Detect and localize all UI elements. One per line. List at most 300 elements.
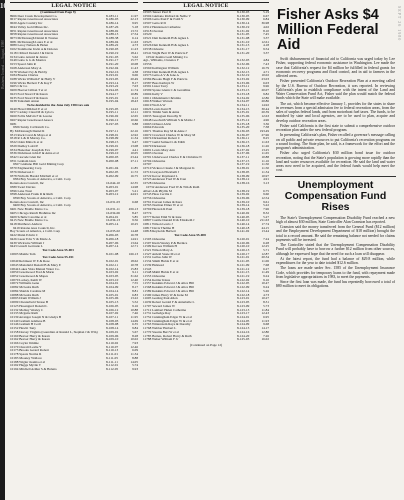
listing-ref: 16-034-06 — [106, 211, 120, 215]
listing-ref: 8-133-06 — [237, 81, 250, 85]
listing-name: 9168 Anderson Mary A — [10, 66, 42, 70]
listing-ref: 8-121-09 — [237, 263, 250, 267]
listing-name: 11589 Kokkins Edward J & Alice Hill — [143, 289, 195, 293]
listing-ref: 8-122-02 — [237, 278, 250, 282]
listing-name: 10052 Greenwood & Mapes — [10, 275, 48, 279]
legal-notice-listing — [143, 11, 269, 342]
listing-amount: 22.35 — [130, 182, 138, 186]
listing-amount: 10.02 — [261, 74, 269, 78]
listing-ref: 8-140-02 — [237, 211, 250, 215]
listing-amount: 4.38 — [132, 70, 138, 74]
listing-amount: 9.88 — [132, 122, 138, 126]
listing-ref: 8-135-06 — [237, 115, 250, 119]
listing-ref: 8-102-01 — [106, 260, 119, 264]
listing-amount: 8.28 — [132, 334, 138, 338]
listing-ref: 8-207-06 — [106, 241, 119, 245]
listing-name: 10123 Hosengurd Donald L — [10, 304, 48, 308]
listing-ref: 8-133-15 — [237, 89, 250, 93]
listing-amount: 18.62 — [130, 260, 138, 264]
listing-amount: 16.75 — [130, 174, 138, 178]
listing-amount: 6.12 — [132, 96, 138, 100]
listing-ref: 8-105-13 — [106, 301, 119, 305]
listing-name: 10520 — [143, 33, 152, 37]
listing-name: 10088 McGuire Ruth — [10, 293, 39, 297]
story-paragraph: Fisher also urged California's $30 million bond issue for outdoor recreation, noting that the State's population is growing more rapidly than the land and water resources available for recreation. He said the land and water areas now need to be acquired, and the federal funds would help meet the cost. — [276, 151, 395, 173]
listing-ref: 8-198-01 — [106, 133, 119, 137]
listing-ref: 8-120-13 — [237, 249, 250, 252]
listing-amount: 4.73 — [132, 44, 138, 48]
listing-ref: 8-108-03 — [106, 319, 119, 323]
listing-ref: 8-193-14 — [106, 81, 119, 85]
listing-amount: 13.64 — [130, 241, 138, 245]
listing-amount: 4.73 — [263, 293, 269, 297]
listing-amount: 4.91 — [263, 178, 269, 182]
listing-name: 10518 Overton — [143, 29, 164, 33]
listing-ref: 8-120-01 — [237, 237, 250, 241]
listing-amount: 456.13 — [128, 208, 138, 212]
listing-name: 9329 Dudley Laird P — [10, 144, 39, 148]
listing-name: 10146 Graham H Cecil — [10, 323, 42, 327]
listing-amount: 9.24 — [263, 275, 269, 279]
listing-ref: 8-122-14 — [237, 289, 250, 293]
listing-name: 10704 Osbourne — [143, 159, 166, 163]
listing-ref: 8-137-02 — [237, 148, 250, 152]
listing-amount: 10.89 — [130, 92, 138, 96]
listing-name: 9426 Lueer Edw V & Marie A — [10, 237, 51, 241]
listing-ref: 8-206-03 — [106, 234, 119, 238]
listing-amount: 12.65 — [130, 115, 138, 119]
listing-name: 10710 Vickrea Claude J & Margaret K — [143, 167, 195, 171]
listing-ref: 8-104-01 — [106, 282, 119, 286]
listing-ref: 8-110-07 — [106, 345, 119, 349]
listing-amount: 6.67 — [263, 14, 269, 18]
listing-ref: 8-124-09 — [237, 323, 250, 327]
listing-amount: 20.49 — [130, 77, 138, 81]
listing-name: 9443 Grusch Gertrude L — [10, 245, 43, 249]
listing-amount: 4.84 — [263, 59, 269, 63]
listing-ref: 8-121-01 — [237, 256, 250, 260]
listing-ref: 8-120-17 — [237, 252, 250, 256]
page-number: 10 — [0, 2, 7, 10]
listing-ref: 8-130-03 — [237, 11, 250, 14]
listing-amount: 13.72 — [130, 29, 138, 33]
listing-amount: 3.37 — [263, 51, 269, 55]
listing-ref: 8-135-18 — [237, 122, 250, 126]
listing-name: 9389 Swart Davies — [10, 185, 36, 189]
listing-amount: 5.67 — [132, 330, 138, 334]
listing-ref: 8-204-01 — [106, 215, 119, 219]
listing-name: 10044 Lakes Vista Mutual Water Co. — [10, 267, 60, 271]
listing-name: 10070 Lackey, Keith W — [10, 278, 42, 282]
listing-name: 10072 Williams Gene — [10, 282, 40, 286]
listing-ref: 8-122-09 — [237, 286, 250, 290]
listing-amount: 30.44 — [261, 107, 269, 111]
listing-ref: 8-139-14 — [237, 204, 250, 208]
listing-amount: 10.97 — [261, 174, 269, 178]
listing-name: 10084 Shields Caroline M — [10, 289, 46, 293]
listing-name: 10194 Mitchell Arthur S & Helena — [10, 368, 57, 371]
listing-name: 11770 Stearns Bert W et al — [143, 330, 179, 334]
listing-name: 10817 Davis Thelma H — [143, 226, 175, 230]
listing-name: 9240 Hovel Mildred E et al — [10, 107, 47, 111]
listing-name: 11534 Smith Hulda E et al — [143, 260, 179, 264]
listing-name: 11531 Gallos John W — [143, 256, 172, 260]
listing-amount: 10.02 — [130, 338, 138, 342]
listing-name: 10556 — [143, 63, 152, 67]
listing-name: 10691 Lewis Mary Ann — [143, 148, 175, 152]
listing-name: 10183 Mooney Wallace — [10, 356, 42, 360]
listing-ref: 8-111-05 — [106, 356, 119, 360]
listing-ref: 8-138-01 — [237, 167, 250, 171]
listing-amount: 22.16 — [130, 130, 138, 133]
listing-amount: 16.79 — [261, 66, 269, 70]
listing-amount: 9.56 — [132, 219, 138, 223]
listing-ref: 8-195-01 — [106, 96, 119, 100]
listing-amount: 14.91 — [130, 237, 138, 241]
listing-name: 9044 Valley Gold Mines Inc. — [10, 25, 49, 29]
legal-notice-header: LEGAL NOTICE — [10, 2, 138, 11]
listing-amount: 11.85 — [130, 167, 138, 171]
listing-ref: 8-192-16 — [106, 70, 119, 74]
listing-name: 9196 Wicks Herbert F & Kay F — [10, 81, 53, 85]
listing-name: 10099 Chesterfield Terese B — [10, 301, 49, 305]
listing-amount: 12.40 — [130, 278, 138, 282]
listing-name: 10618 Walker Warren — [143, 100, 173, 104]
story-body — [276, 216, 395, 289]
listing-ref: 8-139-02 — [237, 193, 250, 197]
listing-amount: 11.34 — [261, 170, 269, 174]
listing-name: 10160 Beaver Harry & Karen — [10, 334, 50, 338]
listing-amount: 10.25 — [130, 222, 138, 226]
listing-amount: 6.03 — [263, 81, 269, 85]
listing-amount: 7.68 — [263, 263, 269, 267]
listing-ref: 8-138-09 — [237, 174, 250, 178]
listing-ref: 8-131-02 — [237, 29, 250, 33]
listing-ref: 8-109-06 — [106, 334, 119, 338]
listing-name: 11707 Seward James W — [143, 304, 176, 308]
listing-amount: 11.16 — [261, 159, 269, 163]
listing-name: 9058 Rapier-Greenwood Associates — [10, 33, 59, 37]
listing-amount: 11.43 — [130, 66, 138, 70]
listing-amount: 8.47 — [132, 211, 138, 215]
listing-amount: 6.95 — [263, 315, 269, 319]
listing-name: 10166 Ceyler Jimmie — [10, 341, 39, 345]
listing-amount: 7.46 — [132, 312, 138, 316]
listing-name: 10635 Teasaypen Dorothy N — [143, 115, 182, 119]
listing-ref: 8-131-17 — [237, 48, 250, 52]
listing-ref: 8-134-15 — [237, 107, 250, 111]
listing-name: 11752 Cunningham Edgar W & et al — [143, 315, 192, 319]
listing-ref: 8-191-03 — [106, 55, 119, 59]
listing-amount: 11.72 — [130, 170, 138, 174]
listing-ref: 16-044-10 — [106, 182, 120, 186]
listing-amount: 5.26 — [263, 289, 269, 293]
story-paragraph: Fisher said California is the first state to submit a comprehensive outdoor recreation plan under the new federal program. — [276, 123, 395, 132]
listing-ref: 8-194-17 — [106, 92, 119, 96]
listing-name: 9260 Follis Melvin F & Lorene — [10, 115, 53, 119]
listing-ref: 8-139-06 — [237, 196, 250, 200]
listing-ref: 8-195-11 — [106, 111, 119, 115]
listing-ref: 8-183-11 — [106, 14, 119, 18]
legal-notice-column-1 — [10, 2, 138, 372]
listing-name: 10040 Robinson W E & Rose — [10, 260, 50, 264]
listing-ref: 8-124-20 — [237, 334, 250, 338]
listing-name: 9153 Speed John R — [10, 63, 36, 67]
listing-amount: 14.92 — [261, 103, 269, 107]
listing-ref: 8-140-05 — [237, 215, 250, 219]
listing-name: Rotana Area Council, Inc — [10, 182, 44, 186]
listing-amount: 20.86 — [261, 100, 269, 104]
listing-ref: 8-131-08 — [237, 37, 250, 41]
story-divider — [275, 176, 396, 177]
listing-name: 9051 Rapier-Greenwood Associates — [10, 29, 59, 33]
listing-name: 9367 Giuliano Hill Gold Mining Corp — [13, 163, 64, 167]
listing-ref: 8-130-14 — [237, 22, 250, 26]
listing-amount: 14.98 — [130, 185, 138, 189]
listing-ref: 8-124-13 — [237, 327, 250, 331]
listing-name: 10140 Graham Adeliese B — [10, 319, 46, 323]
listing-amount: 14.22 — [130, 107, 138, 111]
listing-name: 11759 Cunningham Edgar W & et al — [143, 319, 192, 323]
listing-amount: 9.84 — [132, 327, 138, 331]
listing-name: 10774 — [143, 211, 152, 215]
listing-amount: 4.18 — [263, 44, 269, 48]
listing-amount: 16.78 — [130, 234, 138, 238]
listing-name: 9439 Wickwire William J — [10, 241, 45, 245]
listing-name: 10619 Wolf A W — [143, 103, 166, 107]
listing-amount: 6.35 — [132, 323, 138, 327]
story-paragraph: The loans are made under Sec. 1585 of the Unemployment Insurance Code, which provides for temporary loans to the fund, with repayment made from legislative appropriations in 1983, to meet the payments. — [276, 266, 395, 279]
listing-ref: 8-103-02 — [106, 271, 119, 275]
listing-amount: 12.46 — [130, 345, 138, 349]
listing-name: 10170 Oswald Leslie Y — [10, 345, 42, 349]
listing-name: 9342 Cascade Glen Inc — [10, 156, 42, 160]
listing-amount: 3.13 — [263, 182, 269, 186]
listing-row — [10, 368, 138, 372]
listing-ref: 8-141-02 — [237, 230, 250, 234]
listing-name: 11763 Winterstein Raye & Dorothy — [143, 323, 191, 327]
listing-name: Tax Code Area 55-008 — [174, 234, 206, 238]
listing-ref: 8-133-18 — [237, 92, 250, 96]
listing-ref: 8-108-14 — [106, 327, 119, 331]
listing-name: 9376 Dickerson C — [10, 170, 35, 174]
listing-amount: 10.88 — [261, 156, 269, 160]
story-headline: Fisher Asks $4 Million Federal Aid — [277, 7, 379, 53]
listing-amount: 17.54 — [130, 33, 138, 37]
listing-ref: 8-112-01 — [106, 364, 119, 368]
listing-ref: 8-189-22 — [106, 44, 119, 48]
listing-ref: 8-191-17 — [106, 59, 119, 63]
listing-name: 9089 Leroy Nelson & Helen — [10, 44, 49, 48]
listing-amount: 3.37 — [263, 37, 269, 41]
listing-amount: 8.88 — [132, 356, 138, 360]
listing-amount: 12.61 — [261, 40, 269, 44]
listing-name: 10723 Anderson Fred W & Ivan — [143, 178, 187, 182]
listing-ref: 8-121-19 — [237, 275, 250, 279]
listing-ref: 8-138-05 — [237, 170, 250, 174]
listing-amount: 6.14 — [132, 37, 138, 41]
listing-name: 10526 Duit Kenneth H & Agnes L — [143, 44, 190, 48]
listing-name: 10604 Kelly V — [143, 92, 163, 96]
listing-amount: 9.16 — [263, 278, 269, 282]
listing-name: 9281 — [10, 122, 17, 126]
listing-amount: 11.50 — [261, 163, 269, 167]
listing-name: 10769 Heaven R Paul — [143, 208, 173, 212]
listing-name: 8966 Deer Creek Development Co. — [10, 14, 58, 18]
listing-amount: 6.75 — [263, 189, 269, 193]
listing-name: 10139 Arranger Joseph N & Gladys B — [10, 315, 62, 319]
listing-name: 9405 Chicago Ranch Brahmas Inc — [10, 211, 56, 215]
listing-amount: 11.84 — [261, 308, 269, 312]
listing-ref: 8-134-07 — [237, 100, 250, 104]
listing-name: 11543 — [143, 267, 152, 271]
listing-name: 10192 Hugge Myrtle T — [10, 364, 41, 368]
listing-ref: 8-139-18 — [237, 208, 250, 212]
listing-ref: 8-131-20 — [237, 51, 250, 55]
listing-name: 9257 Caddey Claud M & Lyla G — [10, 111, 54, 115]
listing-name: 10674 Dickerman Robert C — [143, 137, 181, 141]
listing-amount: 12.92 — [130, 133, 138, 137]
listing-ref: 8-125-03 — [237, 338, 250, 342]
listing-ref: 8-110-13 — [106, 349, 119, 353]
listing-ref: 8-131-13 — [237, 44, 250, 48]
listing-ref: 8-188-13 — [106, 33, 119, 37]
listing-name: 10162 Beaver Harry & Karen — [10, 338, 50, 342]
listing-ref: 16-031-11 — [106, 208, 120, 212]
listing-ref: 8-104-14 — [106, 289, 119, 293]
listing-amount: 11.97 — [130, 14, 138, 18]
listing-name: 10679 Dickerson — [143, 144, 166, 148]
listing-name: 10716 Grayson Elizabeth J — [143, 170, 180, 174]
listing-ref: 8-132-15 — [237, 70, 250, 74]
story-headline: Unemployment Compensation Fund Rises — [284, 178, 387, 213]
listing-name: 9418 Matthews Andrew — [10, 222, 43, 226]
listing-amount: 5.19 — [263, 11, 269, 14]
listing-ref: 8-122-18 — [237, 293, 250, 297]
listing-ref: 8-121-12 — [237, 267, 250, 271]
listing-amount: 10.08 — [130, 63, 138, 67]
listing-ref: 8-123-01 — [237, 297, 250, 301]
listing-ref: 8-101-08 — [106, 252, 119, 256]
newspaper-page — [6, 2, 402, 498]
listing-row — [143, 338, 269, 342]
listing-amount: 23.03 — [261, 77, 269, 81]
listing-amount: 6.27 — [263, 267, 269, 271]
story-paragraph: The State's Unemployment Compensation Disability Fund reached a new high of almost $30 million, State Controller Alan Cranston has reported. — [276, 215, 395, 224]
story-paragraph: In presenting California's plan, Fisher recalled a governor's message calling on all public and private resources to put California's recreation programs on a sound footing. The State plan, he said, is a framework for the effort and the program's administration. — [276, 133, 395, 150]
listing-name: 10672 Crawford Charles W & Mary M — [143, 133, 196, 137]
listing-ref: 8-107-02 — [106, 312, 119, 316]
legal-notice-column-2 — [143, 2, 269, 347]
listing-ref: 8-132-06 — [237, 63, 250, 67]
listing-ref: 8-103-05 — [106, 275, 119, 279]
story-paragraph: At the latest report, the fund had a balance of $29.8 million, while expenditures for the year to date totaled $12.6 million. — [276, 256, 395, 265]
listing-name: 10728 Osbourne — [143, 182, 166, 186]
listing-name: 10648 Goodwith William S & Mable J — [143, 118, 195, 122]
listing-name: 11785 Barnes, Robert Harry & Ruth — [143, 334, 192, 338]
listing-ref: 8-200-08 — [106, 159, 119, 163]
listing-name: 10591 Lister Terry — [143, 85, 168, 89]
listing-amount: 11.95 — [130, 315, 138, 319]
listing-amount: 8.81 — [132, 289, 138, 293]
listing-name: 11605 Gosling Paul Allen — [143, 297, 178, 301]
listing-name: 9401 New Braille Metro Co. — [10, 208, 49, 212]
listing-ref: 8-197-11 — [106, 130, 119, 133]
listing-amount: 11.50 — [261, 167, 269, 171]
listing-amount: 4.71 — [263, 70, 269, 74]
listing-ref: 8-130-05 — [237, 14, 250, 18]
listing-amount: 4.41 — [132, 148, 138, 152]
listing-ref: 8-138-12 — [237, 178, 250, 182]
listing-ref: 8-109-01 — [106, 330, 119, 334]
listing-amount: 9.16 — [132, 304, 138, 308]
listing-ref: 8-137-15 — [237, 159, 250, 163]
listing-amount: 11.23 — [130, 48, 138, 52]
listing-name: 9422 Mann Edwin C — [10, 234, 38, 238]
listing-name: Agt., Williams, Clarence F — [143, 59, 179, 63]
listing-amount: 9.93 — [132, 368, 138, 371]
listing-ref: 8-120-10 — [237, 245, 250, 249]
listing-ref: 8-103-10 — [106, 278, 119, 282]
listing-name: By McDonough Daniel R — [10, 130, 45, 133]
news-column — [275, 2, 396, 290]
listing-ref: 8-197-03 — [106, 122, 119, 126]
listing-ref: 8-198-15 — [106, 141, 119, 145]
listing-ref: 8-124-01 — [237, 315, 250, 319]
listing-ref: 8-206-18 — [106, 237, 119, 241]
listing-ref: 8-200-03 — [106, 156, 119, 160]
listing-ref: 8-207-14 — [106, 245, 119, 249]
listing-amount: 11.63 — [261, 141, 269, 145]
listing-amount: 13.08 — [130, 144, 138, 148]
listing-name: 10560 Koffington William — [143, 66, 179, 70]
listing-name: 10732 Anderson Fred W & Tim & Ruth — [146, 185, 200, 189]
listing-amount: 7.24 — [263, 237, 269, 241]
listing-ref: 8-188-38 — [106, 37, 119, 41]
listing-name: 10745 Haas Cecilia C — [143, 193, 173, 197]
listing-amount: 20.34 — [261, 256, 269, 260]
listing-amount: 11.74 — [130, 89, 138, 93]
listing-amount: 20.39 — [261, 111, 269, 115]
listing-name: 9351 Graham Glen — [10, 159, 36, 163]
listing-name: 10562 Duit Kenneth H & Agnes L — [143, 70, 190, 74]
listing-ref: 8-102-11 — [106, 263, 119, 267]
listing-name: 10807 Castile Donald D & Elizabeth J — [143, 219, 195, 223]
listing-ref: 8-107-11 — [106, 315, 119, 319]
listing-name: Tax Code Area 55-011 — [42, 256, 74, 260]
listing-amount: 10.27 — [261, 297, 269, 301]
listing-ref: 8-140-18 — [237, 226, 250, 230]
listing-amount: 12.25 — [261, 245, 269, 249]
story-paragraph: The Controller stated that the Unemployment Compensation Disability Fund will probably have to borrow a further $12 million from other sources, although he expressed hope that the need for such a loan will disappear. — [276, 243, 395, 256]
listing-ref: 8-130-09 — [237, 18, 250, 22]
listing-ref: 8-123-09 — [237, 304, 250, 308]
listing-name: 10504 Giuliano Richard & Nellie V — [143, 14, 191, 18]
listing-name: 9205 Chr Co — [10, 85, 28, 89]
listing-name: 10818 Reynolds Herbert — [143, 230, 176, 234]
listing-amount: 23.44 — [130, 156, 138, 160]
listing-amount: 13.22 — [130, 297, 138, 301]
listing-amount: 27.96 — [261, 133, 269, 137]
listing-amount: 12.54 — [261, 196, 269, 200]
legal-notice-header: LEGAL NOTICE — [143, 2, 269, 11]
listing-name: 9073 McDonough Daniel R Trustee — [10, 37, 58, 41]
listing-name: 9238 Tantalum Anton — [10, 100, 40, 104]
listing-amount: 9.47 — [132, 141, 138, 145]
listing-ref: 8-139-10 — [237, 200, 250, 204]
listing-amount: 6.68 — [132, 200, 138, 204]
listing-name: 10761 Iverson James & Kara — [143, 200, 183, 204]
